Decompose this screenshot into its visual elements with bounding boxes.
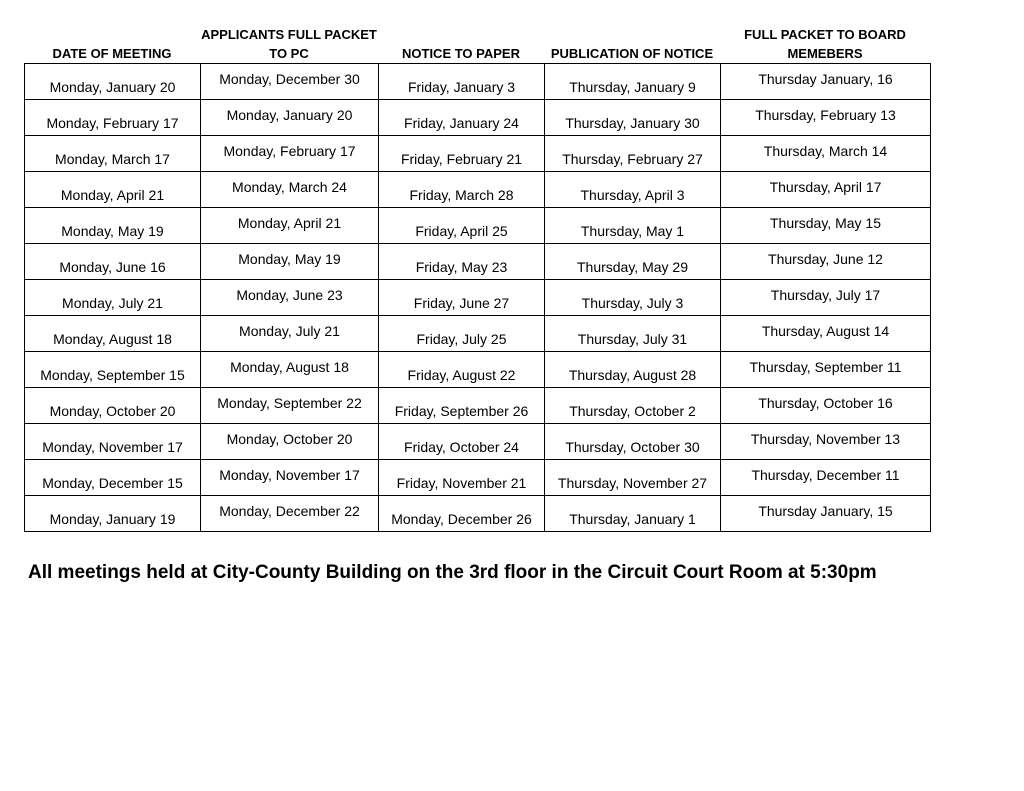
- cell-notice-to-paper: Friday, March 28: [379, 172, 545, 208]
- cell-publication-of-notice: Thursday, May 1: [545, 208, 721, 244]
- cell-applicants-packet: Monday, December 22: [201, 496, 379, 532]
- meeting-schedule-table: [24, 63, 931, 532]
- cell-applicants-packet: Monday, July 21: [201, 316, 379, 352]
- cell-date-of-meeting: Monday, February 17: [25, 100, 201, 136]
- cell-notice-to-paper: Friday, September 26: [379, 388, 545, 424]
- table-row: [25, 244, 931, 280]
- cell-board-packet: Thursday, June 12: [721, 244, 931, 280]
- cell-date-of-meeting: Monday, July 21: [25, 280, 201, 316]
- cell-notice-to-paper: Friday, February 21: [379, 136, 545, 172]
- cell-date-of-meeting: Monday, January 19: [25, 496, 201, 532]
- cell-publication-of-notice: Thursday, November 27: [545, 460, 721, 496]
- table-row: [25, 280, 931, 316]
- cell-notice-to-paper: Friday, October 24: [379, 424, 545, 460]
- cell-date-of-meeting: Monday, April 21: [25, 172, 201, 208]
- cell-board-packet: Thursday, February 13: [721, 100, 931, 136]
- table-row: [25, 496, 931, 532]
- cell-date-of-meeting: Monday, January 20: [25, 64, 201, 100]
- cell-board-packet: Thursday, July 17: [721, 280, 931, 316]
- header-applicants-packet: APPLICANTS FULL PACKET TO PC: [201, 27, 377, 61]
- cell-date-of-meeting: Monday, October 20: [25, 388, 201, 424]
- cell-board-packet: Thursday, November 13: [721, 424, 931, 460]
- cell-publication-of-notice: Thursday, April 3: [545, 172, 721, 208]
- cell-date-of-meeting: Monday, June 16: [25, 244, 201, 280]
- cell-applicants-packet: Monday, December 30: [201, 64, 379, 100]
- cell-board-packet: Thursday, August 14: [721, 316, 931, 352]
- cell-applicants-packet: Monday, March 24: [201, 172, 379, 208]
- cell-date-of-meeting: Monday, December 15: [25, 460, 201, 496]
- cell-board-packet: Thursday, December 11: [721, 460, 931, 496]
- cell-notice-to-paper: Friday, May 23: [379, 244, 545, 280]
- cell-publication-of-notice: Thursday, May 29: [545, 244, 721, 280]
- cell-applicants-packet: Monday, February 17: [201, 136, 379, 172]
- table-row: [25, 352, 931, 388]
- meeting-location-note: All meetings held at City-County Building on the 3rd floor in the Circuit Court Room at 5:30pm: [28, 562, 877, 583]
- cell-applicants-packet: Monday, October 20: [201, 424, 379, 460]
- cell-publication-of-notice: Thursday, July 3: [545, 280, 721, 316]
- cell-date-of-meeting: Monday, November 17: [25, 424, 201, 460]
- header-publication-of-notice: PUBLICATION OF NOTICE: [550, 46, 714, 61]
- cell-publication-of-notice: Thursday, August 28: [545, 352, 721, 388]
- cell-notice-to-paper: Friday, January 24: [379, 100, 545, 136]
- cell-notice-to-paper: Monday, December 26: [379, 496, 545, 532]
- header-notice-to-paper: NOTICE TO PAPER: [402, 46, 520, 61]
- table-row: [25, 460, 931, 496]
- cell-applicants-packet: Monday, November 17: [201, 460, 379, 496]
- cell-notice-to-paper: Friday, June 27: [379, 280, 545, 316]
- cell-applicants-packet: Monday, May 19: [201, 244, 379, 280]
- cell-board-packet: Thursday, October 16: [721, 388, 931, 424]
- cell-publication-of-notice: Thursday, January 30: [545, 100, 721, 136]
- cell-applicants-packet: Monday, January 20: [201, 100, 379, 136]
- table-row: [25, 316, 931, 352]
- cell-board-packet: Thursday, May 15: [721, 208, 931, 244]
- table-row: [25, 172, 931, 208]
- cell-applicants-packet: Monday, April 21: [201, 208, 379, 244]
- cell-notice-to-paper: Friday, August 22: [379, 352, 545, 388]
- column-headers: [24, 24, 930, 64]
- cell-applicants-packet: Monday, June 23: [201, 280, 379, 316]
- cell-publication-of-notice: Thursday, February 27: [545, 136, 721, 172]
- cell-notice-to-paper: Friday, April 25: [379, 208, 545, 244]
- cell-board-packet: Thursday, March 14: [721, 136, 931, 172]
- table-row: [25, 208, 931, 244]
- cell-notice-to-paper: Friday, November 21: [379, 460, 545, 496]
- cell-date-of-meeting: Monday, March 17: [25, 136, 201, 172]
- cell-board-packet: Thursday January, 16: [721, 64, 931, 100]
- cell-notice-to-paper: Friday, July 25: [379, 316, 545, 352]
- cell-board-packet: Thursday, April 17: [721, 172, 931, 208]
- cell-publication-of-notice: Thursday, January 1: [545, 496, 721, 532]
- table-row: [25, 64, 931, 100]
- cell-date-of-meeting: Monday, May 19: [25, 208, 201, 244]
- header-date-of-meeting: DATE OF MEETING: [52, 46, 172, 61]
- cell-applicants-packet: Monday, August 18: [201, 352, 379, 388]
- table-row: [25, 100, 931, 136]
- cell-date-of-meeting: Monday, September 15: [25, 352, 201, 388]
- table-row: [25, 424, 931, 460]
- cell-publication-of-notice: Thursday, October 2: [545, 388, 721, 424]
- cell-publication-of-notice: Thursday, October 30: [545, 424, 721, 460]
- cell-publication-of-notice: Thursday, January 9: [545, 64, 721, 100]
- header-board-packet: FULL PACKET TO BOARD MEMEBERS: [744, 27, 906, 61]
- cell-notice-to-paper: Friday, January 3: [379, 64, 545, 100]
- cell-applicants-packet: Monday, September 22: [201, 388, 379, 424]
- cell-date-of-meeting: Monday, August 18: [25, 316, 201, 352]
- cell-publication-of-notice: Thursday, July 31: [545, 316, 721, 352]
- table-row: [25, 388, 931, 424]
- cell-board-packet: Thursday, September 11: [721, 352, 931, 388]
- table-row: [25, 136, 931, 172]
- cell-board-packet: Thursday January, 15: [721, 496, 931, 532]
